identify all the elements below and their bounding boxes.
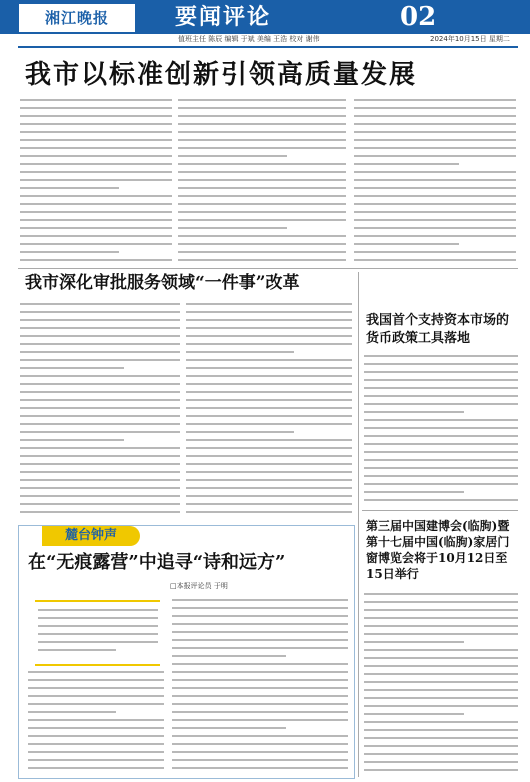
expo-headline: 第三届中国建博会(临朐)暨第十七届中国(临朐)家居门窗博览会将于10月12日至15日举行 <box>366 519 510 581</box>
commentary-headline: 在“无痕露营”中追寻“诗和远方” <box>28 552 286 573</box>
section-title: 要闻评论 <box>175 4 272 30</box>
masthead-rule <box>18 46 518 48</box>
commentary-author: □本报评论员 于明 <box>170 582 228 590</box>
lead-body-col-2 <box>178 96 346 264</box>
divider <box>362 510 518 511</box>
column-divider <box>358 272 359 777</box>
lead-headline: 我市以标准创新引领高质量发展 <box>25 60 418 90</box>
editor-credits: 值班主任 陈辰 编辑 于斌 美编 王浩 校对 谢伟 <box>178 35 320 43</box>
policy-body <box>364 352 518 504</box>
newspaper-logo: 湘江晚报 <box>18 3 136 33</box>
lead-body-col-1 <box>20 96 172 264</box>
lead-body-col-3 <box>354 96 516 264</box>
second-headline: 我市深化审批服务领域“一件事”改革 <box>25 273 300 293</box>
commentary-body-col-2 <box>172 596 348 772</box>
second-body-col-1 <box>20 300 180 516</box>
commentary-body-col-1 <box>28 668 164 772</box>
divider <box>18 268 518 269</box>
expo-body <box>364 590 518 776</box>
policy-headline: 我国首个支持资本市场的货币政策工具落地 <box>366 313 510 346</box>
column-label: 麓台钟声 <box>42 526 140 546</box>
second-body-col-2 <box>186 300 352 516</box>
issue-date: 2024年10月15日 星期二 <box>430 35 510 43</box>
pull-quote-text <box>38 606 158 658</box>
page-number: 02 <box>400 2 437 32</box>
